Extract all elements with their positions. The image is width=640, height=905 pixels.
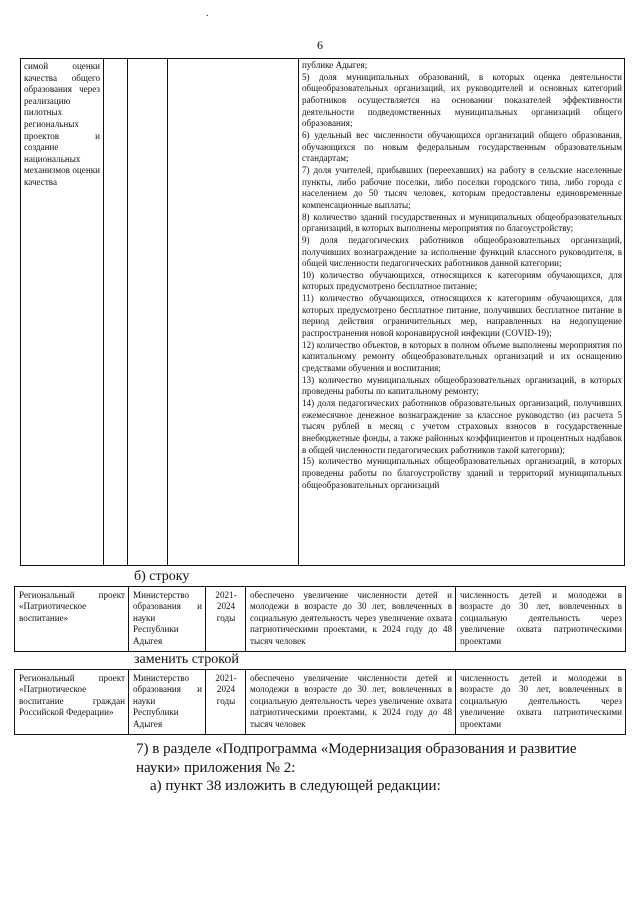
indicator-item: 14) доля педагогических работников образовательных организаций, получивших ежемесячное денежное вознаграждение за классное руководство (из расчета 5 тысяч рублей в месяц с учетом страховых взносов в государственные внебюджетные фонды, а также районных коэффициентов и процентных надбавок в общей численности педагогических работников такой категории); [302, 398, 622, 455]
item-paragraph: а) пункт 38 изложить в следующей редакции: [150, 778, 441, 794]
indicator-item: публике Адыгея; [302, 60, 368, 70]
executor-cell: Министерство образования и науки Республики Адыгея [128, 670, 205, 734]
indicator-item: 13) количество муниципальных общеобразовательных организаций, в которых проведены работы по капитальному ремонту; [302, 374, 622, 397]
result-cell: обеспечено увеличение численности детей и молодежи в возрасте до 30 лет, вовлеченных в социальную деятельность через увеличение охвата патриотическими проектами, к 2024 году до 48 тысяч человек [245, 587, 455, 651]
column-divider [127, 59, 128, 565]
caption-row: б) строку [134, 569, 190, 584]
result-cell: обеспечено увеличение численности детей и молодежи в возрасте до 30 лет, вовлеченных в социальную деятельность через увеличение охвата патриотическими проектами, к 2024 году до 48 тысяч человек [245, 670, 455, 734]
section-paragraph: 7) в разделе «Подпрограмма «Модернизация образования и развитие науки» приложения № 2: [136, 741, 577, 776]
column-divider [103, 59, 104, 565]
indicator-cell: численность детей и молодежи в возрасте до 30 лет, вовлеченных в социальную деятельность через увеличение охвата патриотическими проектами [455, 670, 625, 734]
period-cell: 2021-2024 годы [205, 587, 245, 651]
executor-cell: Министерство образования и науки Республики Адыгея [128, 587, 205, 651]
period-cell: 2021-2024 годы [205, 670, 245, 734]
project-cell: Региональный проект «Патриотическое воспитание граждан Российской Федерации» [19, 673, 125, 718]
column-divider [167, 59, 168, 565]
indicator-item: 15) количество муниципальных общеобразовательных организаций, в которых проведены работы по благоустройству зданий и территорий муниципальных общеобразовательных организаций [302, 456, 622, 490]
row-old [14, 586, 626, 652]
scan-dot: . [206, 8, 209, 19]
continuation-table [20, 58, 625, 566]
indicator-item: 10) количество обучающихся, относящихся к категориям обучающихся, для которых предусмотрено бесплатное питание; [302, 269, 622, 292]
indicator-item: 9) доля педагогических работников общеобразовательных организаций, получивших вознаграждение за исполнение функций классного руководителя, в общей численности педагогических работников данной категории; [302, 234, 622, 269]
row-new [14, 669, 626, 735]
indicator-item: 6) удельный вес численности обучающихся организаций общего образования, обучающихся по новым федеральным государственным образовательным стандартам; [302, 129, 622, 164]
objective-text: симой оценки качества общего образования через реализацию пилотных региональных проектов и создание национальных механизмов оценки качества [24, 61, 100, 187]
page-number: 6 [317, 38, 323, 52]
indicator-item: 8) количество зданий государственных и муниципальных общеобразовательных организаций, в которых выполнены мероприятия по благоустройству; [302, 211, 622, 234]
indicator-cell: численность детей и молодежи в возрасте до 30 лет, вовлеченных в социальную деятельность через увеличение охвата патриотическими проектами [455, 587, 625, 651]
indicator-item: 12) количество объектов, в которых в полном объеме выполнены мероприятия по капитальному ремонту общеобразовательных организаций и их оснащению средствами обучения и воспитания; [302, 339, 622, 374]
project-cell: Региональный проект «Патриотическое воспитание» [19, 590, 125, 623]
indicator-item: 7) доля учителей, прибывших (переехавших) на работу в сельские населенные пункты, либо рабочие поселки, либо поселки городского типа, либо города с населением до 50 тысяч человек, которым предоставлены единовременные компенсационные выплаты; [302, 164, 622, 210]
indicator-item: 11) количество обучающихся, относящихся к категориям обучающихся, для которых предусмотрено бесплатное питание, получивших бесплатное питание в период действия ограничительных мер, направленных на недопущение распространения новой коронавирусной инфекции (COVID-19); [302, 293, 622, 339]
column-divider [298, 59, 299, 565]
indicator-item: 5) доля муниципальных образований, в которых оценка деятельности общеобразовательных организаций, их руководителей и основных категорий работников осуществляется на основании показателей эффективности деятельности подведомственных муниципальных организаций общего образования; [302, 71, 622, 129]
indicator-list [302, 60, 622, 491]
caption-replace: заменить строкой [134, 652, 239, 667]
